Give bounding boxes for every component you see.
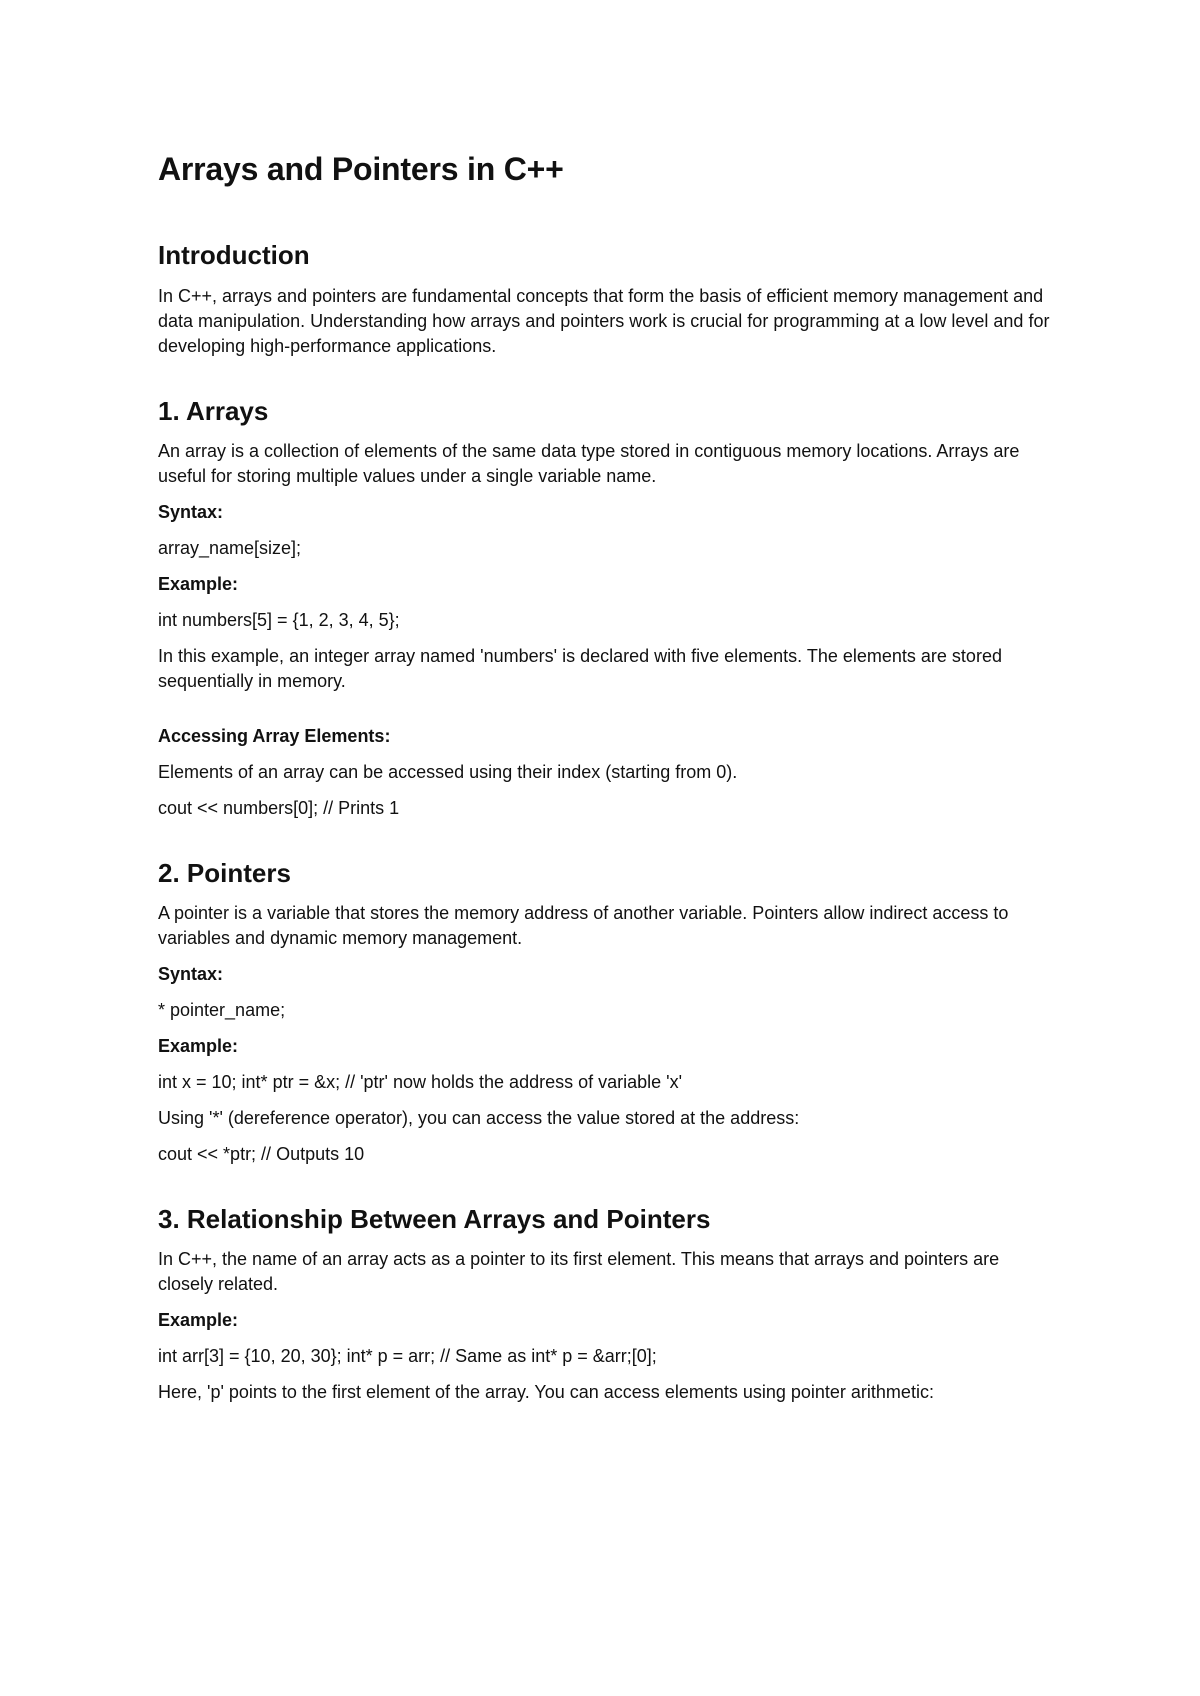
pointers-paragraph: A pointer is a variable that stores the memory address of another variable. Pointers allow indirect access to variables and dynamic memory management. <box>158 902 1009 948</box>
pointers-example-code: int x = 10; int* ptr = &x; // 'ptr' now holds the address of variable 'x' <box>158 1071 683 1092</box>
relationship-example-label: Example: <box>158 1310 239 1331</box>
pointers-deref-text: Using '*' (dereference operator), you can access the value stored at the address: <box>158 1107 800 1128</box>
section-pointers <box>158 858 1058 1167</box>
section-heading-pointers: 2. Pointers <box>158 857 291 888</box>
section-arrays <box>158 396 1058 821</box>
intro-paragraph: In C++, arrays and pointers are fundamental concepts that form the basis of efficient memory management and data manipulation. Understanding how arrays and pointers work is crucial for programming at a low level and for developing high-performance applications. <box>158 285 1050 356</box>
arrays-access-code: cout << numbers[0]; // Prints 1 <box>158 797 400 818</box>
document-title: Arrays and Pointers in C++ <box>158 151 564 187</box>
relationship-trailing-text: Here, 'p' points to the first element of the array. You can access elements using pointer arithmetic: <box>158 1382 934 1403</box>
arrays-syntax-label: Syntax: <box>158 501 224 522</box>
pointers-deref-code: cout << *ptr; // Outputs 10 <box>158 1143 365 1164</box>
section-introduction <box>158 240 1058 358</box>
arrays-example-code: int numbers[5] = {1, 2, 3, 4, 5}; <box>158 609 400 630</box>
relationship-paragraph: In C++, the name of an array acts as a pointer to its first element. This means that arrays and pointers are closely related. <box>158 1249 1000 1295</box>
arrays-access-heading: Accessing Array Elements: <box>158 725 391 746</box>
section-relationship <box>158 1204 1058 1405</box>
relationship-example-code: int arr[3] = {10, 20, 30}; int* p = arr; // Same as int* p = &arr;[0]; <box>158 1346 657 1367</box>
arrays-example-label: Example: <box>158 573 239 594</box>
document-page <box>158 150 1058 1442</box>
arrays-paragraph: An array is a collection of elements of the same data type stored in contiguous memory locations. Arrays are useful for storing multiple values under a single variable name. <box>158 440 1020 486</box>
arrays-syntax-code: array_name[size]; <box>158 537 302 558</box>
pointers-syntax-code: * pointer_name; <box>158 999 286 1020</box>
section-heading-introduction: Introduction <box>158 240 310 271</box>
arrays-access-text: Elements of an array can be accessed using their index (starting from 0). <box>158 761 738 782</box>
section-heading-arrays: 1. Arrays <box>158 395 269 426</box>
pointers-example-label: Example: <box>158 1035 239 1056</box>
pointers-syntax-label: Syntax: <box>158 963 224 984</box>
arrays-explanation: In this example, an integer array named 'numbers' is declared with five elements. The elements are stored sequentially in memory. <box>158 645 1002 691</box>
section-heading-relationship: 3. Relationship Between Arrays and Pointers <box>158 1203 711 1234</box>
